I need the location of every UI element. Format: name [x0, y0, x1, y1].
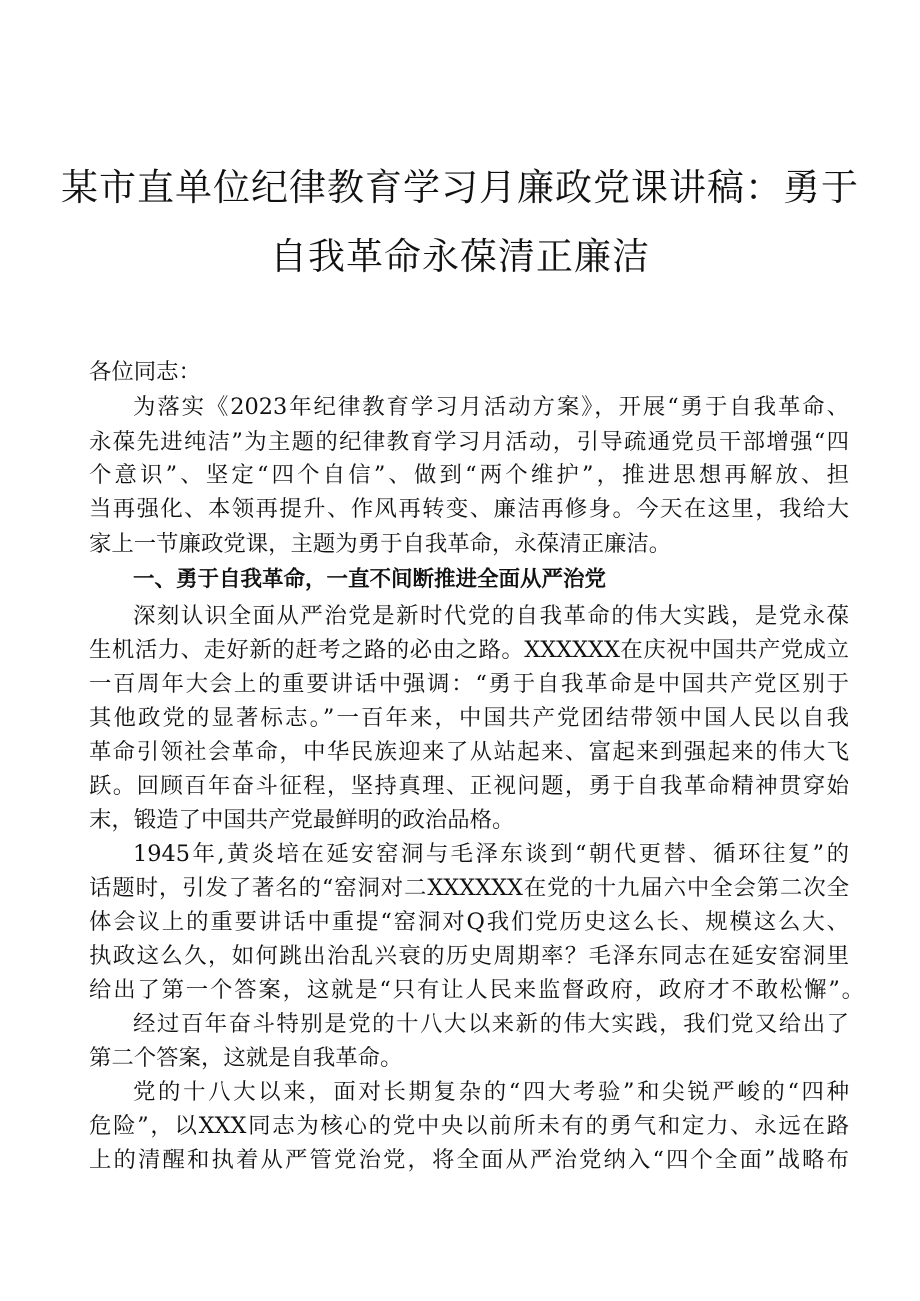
document-title-line-2: 自我革命永葆清正廉洁	[270, 235, 650, 278]
salutation: 各位同志：	[89, 359, 201, 385]
paragraph-4-line: 经过百年奋斗特别是党的十八大以来新的伟大实践，我们党又给出了	[133, 1011, 849, 1037]
paragraph-2-line: 深刻认识全面从严治党是新时代党的自我革命的伟大实践，是党永葆	[133, 603, 849, 629]
paragraph-1-line: 为落实《2023年纪律教育学习月活动方案》，开展“勇于自我革命、	[133, 394, 849, 420]
section-1-heading: 一、勇于自我革命，一直不间断推进全面从严治党	[133, 567, 607, 592]
paragraph-1-line: 家上一节廉政党课，主题为勇于自我革命，永葆清正廉洁。	[89, 531, 672, 557]
paragraph-2-line: 末，锻造了中国共产党最鲜明的政治品格。	[89, 807, 515, 833]
paragraph-1-line: 永葆先进纯洁”为主题的纪律教育学习月活动，引导疏通党员干部增强“四	[89, 429, 849, 455]
paragraph-3-line: 1945年,黄炎培在延安窑洞与毛泽东谈到“朝代更替、循环往复”的	[133, 841, 849, 867]
paragraph-2-line: 跃。回顾百年奋斗征程，坚持真理、正视问题，勇于自我革命精神贯穿始	[89, 773, 849, 799]
paragraph-3-line: 话题时，引发了著名的“窑洞对二XXXXXX在党的十九届六中全会第二次全	[89, 875, 849, 901]
paragraph-3-line: 体会议上的重要讲话中重提“窑洞对Q我们党历史这么长、规模这么大、	[89, 909, 849, 935]
paragraph-3-line: 给出了第一个答案，这就是“只有让人民来监督政府，政府才不敢松懈”。	[89, 977, 864, 1003]
paragraph-1-line: 当再强化、本领再提升、作风再转变、廉洁再修身。今天在这里，我给大	[89, 496, 849, 522]
paragraph-2-line: 生机活力、走好新的赶考之路的必由之路。XXXXXX在庆祝中国共产党成立	[89, 637, 849, 663]
paragraph-4-line: 第二个答案，这就是自我革命。	[89, 1045, 403, 1071]
paragraph-5-line: 上的清醒和执着从严管党治党，将全面从严治党纳入“四个全面”战略布	[89, 1147, 849, 1173]
paragraph-2-line: 其他政党的显著标志。”一百年来，中国共产党团结带领中国人民以自我	[89, 705, 849, 731]
paragraph-5-line: 危险”，以XXX同志为核心的党中央以前所未有的勇气和定力、永远在路	[89, 1113, 849, 1139]
paragraph-3-line: 执政这么久，如何跳出治乱兴衰的历史周期率？毛泽东同志在延安窑洞里	[89, 943, 849, 969]
paragraph-5-line: 党的十八大以来，面对长期复杂的“四大考验”和尖锐严峻的“四种	[133, 1079, 849, 1105]
paragraph-2-line: 革命引领社会革命，中华民族迎来了从站起来、富起来到强起来的伟大飞	[89, 739, 849, 765]
document-title-line-1: 某市直单位纪律教育学习月廉政党课讲稿：勇于	[61, 166, 859, 209]
paragraph-2-line: 一百周年大会上的重要讲话中强调：“勇于自我革命是中国共产党区别于	[89, 671, 849, 697]
paragraph-1-line: 个意识”、坚定“四个自信”、做到“两个维护”，推进思想再解放、担	[89, 462, 849, 488]
